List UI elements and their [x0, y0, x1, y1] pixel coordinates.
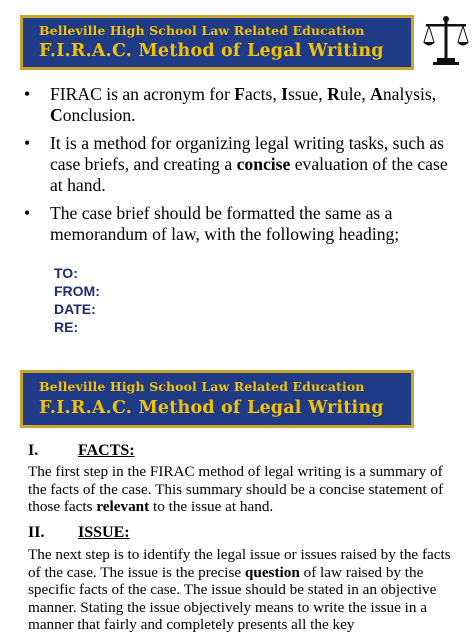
bullet-item: • It is a method for organizing legal writing tasks, such as case briefs, and creating a concise evaluation of the case at hand. — [24, 133, 448, 195]
banner-subtitle: Belleville High School Law Related Education — [39, 379, 365, 394]
bullet-dot: • — [24, 84, 31, 104]
bullet-item: • FIRAC is an acronym for Facts, Issue, Rule, Analysis, Conclusion. — [24, 84, 437, 125]
banner-title: F.I.R.A.C. Method of Legal Writing — [39, 41, 384, 61]
section-text-facts: The first step in the FIRAC method of legal writing is a summary of the facts of the case. This summary should be a concise statement of those facts relevant to the issue at hand. — [28, 463, 444, 516]
memo-heading-fields — [54, 264, 100, 336]
banner-subtitle: Belleville High School Law Related Education — [39, 23, 365, 38]
bullet-dot: • — [24, 203, 31, 223]
section-heading-issue: II. ISSUE: — [28, 524, 130, 541]
section-text-issue: The next step is to identify the legal issue or issues raised by the facts of the case. The issue is the precise question of law raised by the specific facts of the case. The issue should be stated in an objective manner. Stating the issue objectively means to write the issue in a manner that fairly and completely presents all the key — [28, 546, 451, 634]
memo-field-re: RE: — [54, 319, 79, 335]
memo-field-date: DATE: — [54, 301, 96, 317]
bottom-banner — [20, 370, 414, 428]
top-banner — [20, 15, 414, 70]
bullet-list — [22, 84, 454, 252]
section-heading-facts: I. FACTS: — [28, 442, 135, 459]
memo-field-to: TO: — [54, 265, 78, 281]
bullet-item: • The case brief should be formatted the same as a memorandum of law, with the following heading; — [24, 203, 400, 244]
scales-of-justice-icon — [422, 14, 470, 66]
banner-title: F.I.R.A.C. Method of Legal Writing — [39, 398, 384, 418]
memo-field-from: FROM: — [54, 283, 100, 299]
bullet-dot: • — [24, 133, 31, 153]
